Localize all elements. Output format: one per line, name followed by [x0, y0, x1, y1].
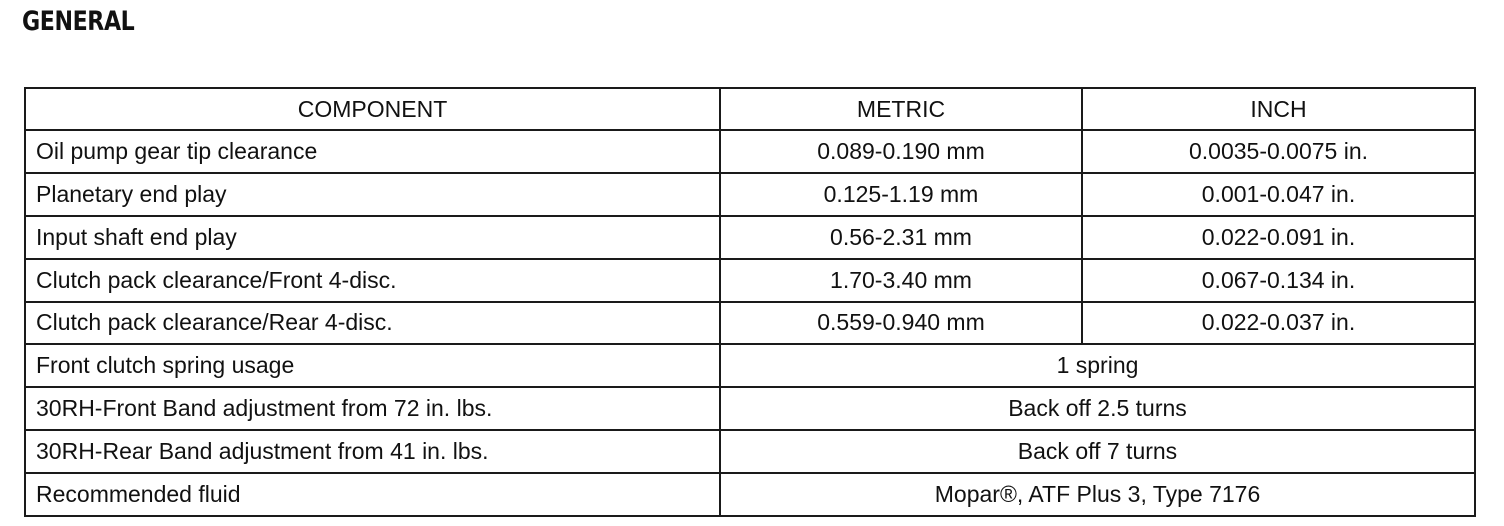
inch-cell: 0.022-0.037 in. [1082, 302, 1475, 345]
component-cell: Planetary end play [25, 173, 720, 216]
component-cell: 30RH-Rear Band adjustment from 41 in. lbs. [25, 430, 720, 473]
section-title: GENERAL [22, 6, 135, 37]
table-row [25, 216, 1475, 259]
component-cell: Oil pump gear tip clearance [25, 130, 720, 173]
table-row [25, 344, 1475, 387]
metric-cell: 0.089-0.190 mm [720, 130, 1082, 173]
spec-value-cell: Mopar®, ATF Plus 3, Type 7176 [720, 473, 1475, 516]
spec-value-cell: Back off 2.5 turns [720, 387, 1475, 430]
component-cell: Recommended fluid [25, 473, 720, 516]
metric-cell: 0.559-0.940 mm [720, 302, 1082, 345]
metric-cell: 1.70-3.40 mm [720, 259, 1082, 302]
inch-cell: 0.0035-0.0075 in. [1082, 130, 1475, 173]
spec-value-cell: 1 spring [720, 344, 1475, 387]
table-row [25, 430, 1475, 473]
header-component: COMPONENT [25, 88, 720, 130]
table-row [25, 173, 1475, 216]
inch-cell: 0.001-0.047 in. [1082, 173, 1475, 216]
header-inch: INCH [1082, 88, 1475, 130]
metric-cell: 0.125-1.19 mm [720, 173, 1082, 216]
inch-cell: 0.022-0.091 in. [1082, 216, 1475, 259]
table-row [25, 473, 1475, 516]
inch-cell: 0.067-0.134 in. [1082, 259, 1475, 302]
metric-cell: 0.56-2.31 mm [720, 216, 1082, 259]
table-row [25, 130, 1475, 173]
component-cell: Clutch pack clearance/Front 4-disc. [25, 259, 720, 302]
header-row [25, 88, 1475, 130]
component-cell: 30RH-Front Band adjustment from 72 in. lbs. [25, 387, 720, 430]
component-cell: Input shaft end play [25, 216, 720, 259]
spec-value-cell: Back off 7 turns [720, 430, 1475, 473]
specifications-table [24, 87, 1476, 517]
table-row [25, 259, 1475, 302]
table-row [25, 302, 1475, 345]
table-row [25, 387, 1475, 430]
header-metric: METRIC [720, 88, 1082, 130]
component-cell: Front clutch spring usage [25, 344, 720, 387]
component-cell: Clutch pack clearance/Rear 4-disc. [25, 302, 720, 345]
